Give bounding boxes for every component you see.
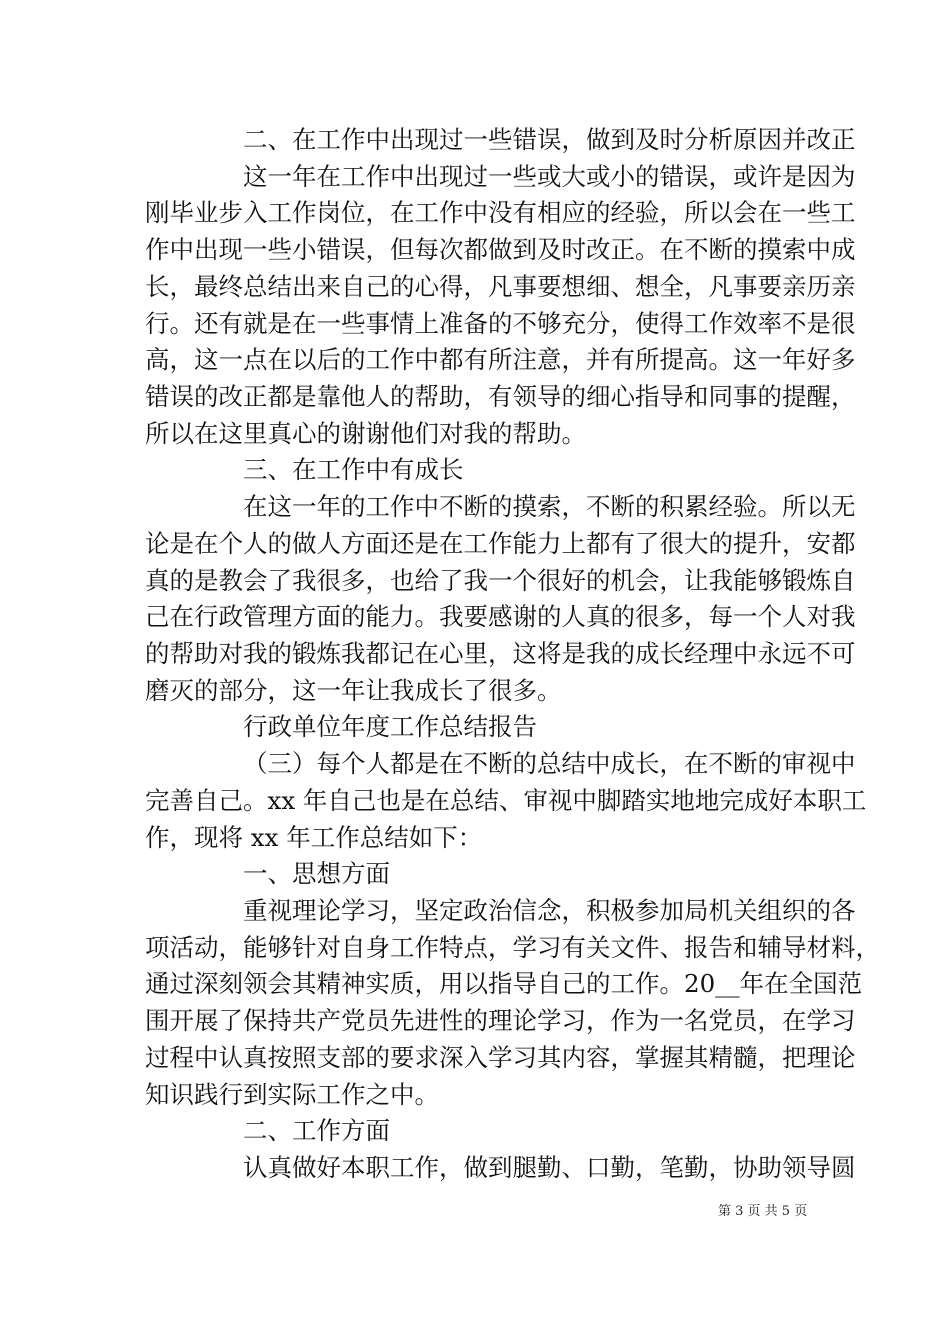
heading-thought: 一、思想方面 xyxy=(243,859,390,888)
paragraph-line: 长，最终总结出来自己的心得，凡事要想细、想全，凡事要亲历亲 xyxy=(145,272,856,301)
heading-growth: 三、在工作中有成长 xyxy=(243,455,464,484)
paragraph-line: 论是在个人的做人方面还是在工作能力上都有了很大的提升，安都 xyxy=(145,529,856,558)
paragraph-line: 过程中认真按照支部的要求深入学习其内容，掌握其精髓，把理论 xyxy=(145,1043,856,1072)
paragraph-line: 高，这一点在以后的工作中都有所注意，并有所提高。这一年好多 xyxy=(145,345,856,374)
paragraph-line: 错误的改正都是靠他人的帮助，有领导的细心指导和同事的提醒， xyxy=(145,382,856,411)
page-number: 第 3 页 共 5 页 xyxy=(718,1204,808,1219)
paragraph-line: 磨灭的部分，这一年让我成长了很多。 xyxy=(145,676,562,705)
paragraph-line: 所以在这里真心的谢谢他们对我的帮助。 xyxy=(145,419,586,448)
paragraph-line: 在这一年的工作中不断的摸索，不断的积累经验。所以无 xyxy=(243,492,856,521)
paragraph-line: 完善自己。xx 年自己也是在总结、审视中脚踏实地地完成好本职工 xyxy=(145,786,867,815)
paragraph-line: （三）每个人都是在不断的总结中成长，在不断的审视中 xyxy=(243,749,856,778)
paragraph-line: 行。还有就是在一些事情上准备的不够充分，使得工作效率不是很 xyxy=(145,309,856,338)
paragraph-line: 的帮助对我的锻炼我都记在心里，这将是我的成长经理中永远不可 xyxy=(145,639,856,668)
paragraph-line: 项活动，能够针对自身工作特点，学习有关文件、报告和辅导材料， xyxy=(145,933,880,962)
paragraph-line: 通过深刻领会其精神实质，用以指导自己的工作。20__年在全国范 xyxy=(145,969,863,998)
paragraph-line: 作，现将 xx 年工作总结如下： xyxy=(145,823,483,852)
paragraph-line: 知识践行到实际工作之中。 xyxy=(145,1080,439,1109)
paragraph-line: 认真做好本职工作，做到腿勤、口勤，笔勤，协助领导圆 xyxy=(243,1153,856,1182)
paragraph-line: 这一年在工作中出现过一些或大或小的错误，或许是因为 xyxy=(243,162,856,191)
paragraph-line: 重视理论学习，坚定政治信念，积极参加局机关组织的各 xyxy=(243,896,856,925)
heading-errors: 二、在工作中出现过一些错误，做到及时分析原因并改正 xyxy=(243,125,856,154)
paragraph-line: 围开展了保持共产党员先进性的理论学习，作为一名党员，在学习 xyxy=(145,1006,856,1035)
report-title: 行政单位年度工作总结报告 xyxy=(243,712,537,741)
paragraph-line: 刚毕业步入工作岗位，在工作中没有相应的经验，所以会在一些工 xyxy=(145,198,856,227)
paragraph-line: 作中出现一些小错误，但每次都做到及时改正。在不断的摸索中成 xyxy=(145,235,856,264)
paragraph-line: 己在行政管理方面的能力。我要感谢的人真的很多，每一个人对我 xyxy=(145,602,856,631)
paragraph-line: 真的是教会了我很多，也给了我一个很好的机会，让我能够锻炼自 xyxy=(145,566,856,595)
heading-work: 二、工作方面 xyxy=(243,1116,390,1145)
